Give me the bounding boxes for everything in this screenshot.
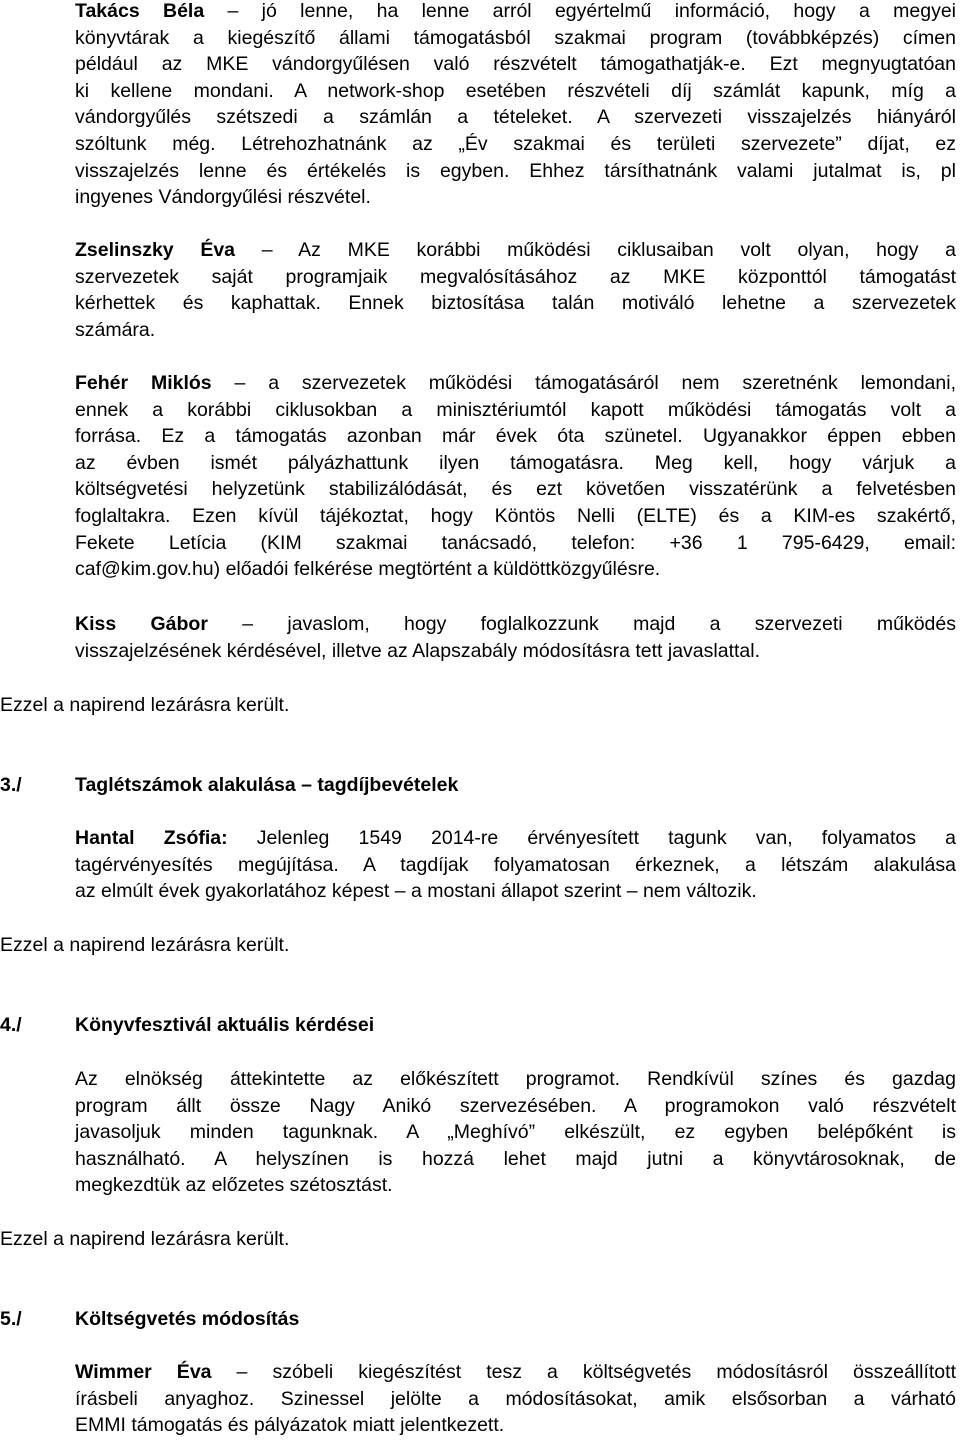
line-text: – javaslom, hogy foglalkozzunk majd a szervezeti működés	[207, 613, 956, 635]
paragraph-line	[75, 825, 956, 852]
paragraph-line: vándorgyűlés szétszedi a számlán a tételeket. A szervezeti visszajelzés hiányáról	[75, 106, 956, 129]
speaker-name: Kiss Gábor	[75, 613, 208, 635]
section-title: Könyvfesztivál aktuális kérdései	[75, 1014, 375, 1036]
paragraph-takacs-bela	[75, 0, 956, 211]
paragraph-line: foglaltakra. Ezen kívül tájékoztat, hogy Köntös Nelli (ELTE) és a KIM-es szakértő,	[75, 504, 956, 527]
section-title: Taglétszámok alakulása – tagdíjbevételek	[75, 774, 459, 796]
paragraph-line: Fekete Letícia (KIM szakmai tanácsadó, telefon: +36 1 795-6429, email:	[75, 531, 956, 554]
paragraph-line	[75, 611, 956, 638]
paragraph-line: ingyenes Vándorgyűlési részvétel.	[75, 186, 371, 209]
paragraph-kiss-gabor	[75, 611, 956, 664]
paragraph-line: visszajelzés lenne és értékelés is egyben. Ehhez társíthatnánk valami jutalmat is, pl	[75, 159, 956, 182]
agenda-closing-note: Ezzel a napirend lezárásra került.	[0, 934, 290, 956]
paragraph-line	[75, 0, 956, 25]
speaker-name: Hantal Zsófia:	[75, 827, 228, 849]
speaker-name: Zselinszky Éva	[75, 239, 236, 261]
paragraph-line: kérhettek és kaphattak. Ennek biztosítása talán motiváló lehetne a szervezetek	[75, 292, 956, 315]
paragraph-line: visszajelzésének kérdésével, illetve az Alapszabály módosításra tett javaslattal.	[75, 639, 761, 662]
paragraph-line: számára.	[75, 318, 156, 341]
paragraph-line	[75, 1359, 956, 1386]
section-number: 3./	[0, 774, 22, 796]
paragraph-zselinszky-eva	[75, 237, 956, 343]
speaker-name: Takács Béla	[75, 0, 205, 22]
paragraph-hantal-zsofia	[75, 825, 956, 905]
paragraph-line: szóltunk még. Létrehozhatnánk az „Év szakmai és területi szervezete” díjat, ez	[75, 132, 956, 155]
section-heading-3	[0, 772, 458, 799]
paragraph-line: megkezdtük az előzetes szétosztást.	[75, 1174, 393, 1197]
line-text: Jelenleg 1549 2014-re érvényesített tagunk van, folyamatos a	[227, 827, 956, 849]
section-number: 4./	[0, 1014, 22, 1036]
line-text: – a szervezetek működési támogatásáról nem szeretnénk lemondani,	[211, 372, 956, 394]
paragraph-line: költségvetési helyzetünk stabilizálódását, és ezt követően visszatérünk a felvetésben	[75, 478, 956, 501]
section-heading-5	[0, 1306, 299, 1333]
speaker-name: Fehér Miklós	[75, 372, 212, 394]
paragraph-line: EMMI támogatás és pályázatok miatt jelentkezett.	[75, 1414, 505, 1437]
paragraph-line: szervezetek saját programjaik megvalósításához az MKE központtól támogatást	[75, 265, 956, 288]
paragraph-line: az elmúlt évek gyakorlatához képest – a mostani állapot szerint – nem változik.	[75, 880, 757, 903]
paragraph-konyvfesztival	[75, 1066, 956, 1199]
agenda-closing-note: Ezzel a napirend lezárásra került.	[0, 694, 290, 716]
paragraph-wimmer-eva	[75, 1359, 956, 1439]
agenda-closing-note: Ezzel a napirend lezárásra került.	[0, 1228, 290, 1250]
section-number: 5./	[0, 1308, 22, 1330]
speaker-name: Wimmer Éva	[75, 1361, 212, 1383]
paragraph-line: használható. A helyszínen is hozzá lehet majd jutni a könyvtárosoknak, de	[75, 1147, 956, 1170]
paragraph-line	[75, 237, 956, 264]
paragraph-line: könyvtárak a kiegészítő állami támogatásból szakmai program (továbbképzés) címen	[75, 26, 956, 49]
section-title: Költségvetés módosítás	[75, 1308, 300, 1330]
line-text: – szóbeli kiegészítést tesz a költségvetés módosításról összeállított	[211, 1361, 956, 1383]
paragraph-line: caf@kim.gov.hu) előadói felkérése megtörtént a küldöttközgyűlésre.	[75, 558, 661, 581]
paragraph-line: ennek a korábbi ciklusokban a minisztériumtól kapott működési támogatás volt a	[75, 398, 956, 421]
paragraph-line: írásbeli anyaghoz. Szinessel jelölte a módosításokat, amik elsősorban a várható	[75, 1387, 956, 1410]
paragraph-line: program állt össze Nagy Anikó szervezésében. A programokon való részvételt	[75, 1094, 956, 1117]
line-text: – Az MKE korábbi működési ciklusaiban volt olyan, hogy a	[235, 239, 956, 261]
paragraph-line: Az elnökség áttekintette az előkészített programot. Rendkívül színes és gazdag	[75, 1068, 956, 1090]
paragraph-feher-miklos	[75, 370, 956, 583]
line-text: – jó lenne, ha lenne arról egyértelmű információ, hogy a megyei	[204, 0, 957, 22]
paragraph-line: az évben ismét pályázhattunk ilyen támogatásra. Meg kell, hogy várjuk a	[75, 451, 956, 474]
paragraph-line: forrása. Ez a támogatás azonban már évek óta szünetel. Ugyanakkor éppen ebben	[75, 425, 956, 448]
paragraph-line: javasoljuk minden tagunknak. A „Meghívó” elkészült, ez egyben belépőként is	[75, 1121, 956, 1144]
paragraph-line: például az MKE vándorgyűlésen való részvételt támogathatják-e. Ezt megnyugtatóan	[75, 53, 956, 76]
paragraph-line	[75, 370, 956, 397]
paragraph-line: tagérvényesítés megújítása. A tagdíjak folyamatosan érkeznek, a létszám alakulása	[75, 853, 956, 876]
paragraph-line: ki kellene mondani. A network-shop esetében részvételi díj számlát kapunk, míg a	[75, 79, 956, 102]
section-heading-4	[0, 1012, 374, 1039]
